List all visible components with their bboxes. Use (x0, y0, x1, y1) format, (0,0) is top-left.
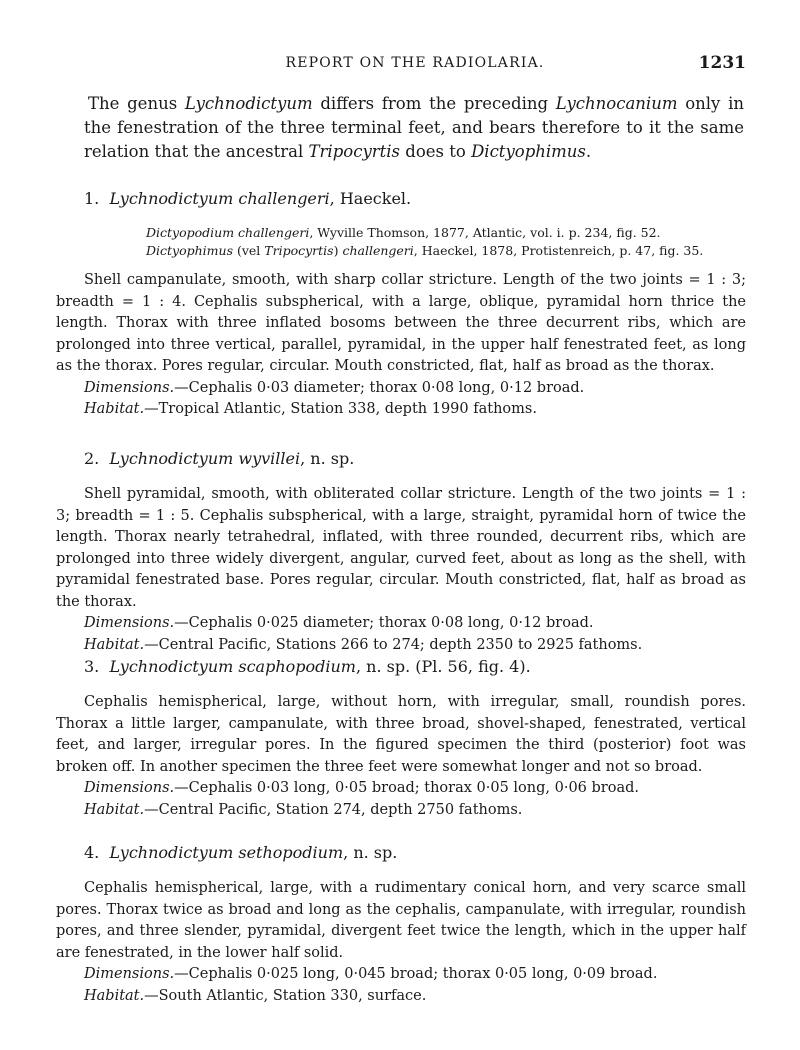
synonym-name: Dictyopodium challengeri (146, 225, 310, 240)
description-text: Shell pyramidal, smooth, with obliterated collar stricture. Length of the two joints = 1 : 3; breadth = 1 : 5. Cephalis subspherical, with a large, straight, pyramidal horn of twice the length. Thorax nearly tetrahedral, inflated, with three rounded, decurrent ribs, which are prolonged into three widely divergent, angular, curved feet, about as long as the shell, with pyramidal fenestrated base. Pores regular, circular. Mouth constricted, flat, half as broad as the thorax. (56, 486, 746, 610)
species-name: Lychnodictyum wyvillei (109, 449, 301, 468)
dimensions-label: Dimensions. (84, 780, 175, 796)
habitat-label: Habitat. (84, 987, 145, 1004)
intro-text: differs from the preceding (312, 94, 556, 113)
habitat-line (56, 800, 746, 822)
running-title: REPORT ON THE RADIOLARIA. (285, 55, 545, 71)
habitat-line (56, 635, 746, 657)
dimensions-value: —Cephalis 0·025 long, 0·045 broad; thorax 0·05 long, 0·09 broad. (174, 966, 658, 982)
dimensions-line (56, 964, 746, 986)
habitat-line (56, 986, 746, 1008)
habitat-line (56, 399, 746, 421)
synonym-name: Dictyophimus (146, 243, 233, 258)
description-text: Cephalis hemispherical, large, without horn, with irregular, small, roundish pores. Thorax a little larger, campanulate, with three broad, shovel-shaped, fenestrated, vertical feet, and larger, irregular pores. In the figured specimen the third (posterior) foot was broken off. In another specimen the three feet were somewhat longer and not so broad. (56, 694, 746, 775)
species-heading (84, 656, 744, 678)
intro-text: does to (400, 142, 472, 161)
dimensions-value: —Cephalis 0·03 diameter; thorax 0·08 long, 0·12 broad. (174, 379, 585, 396)
genus-name: Tripocyrtis (308, 142, 401, 161)
intro-paragraph (84, 92, 744, 164)
species-authority: , n. sp. (300, 449, 355, 468)
species-number: 4. (84, 843, 100, 862)
species-number: 1. (84, 189, 100, 208)
description-text: Cephalis hemispherical, large, with a rudimentary conical horn, and very scarce small pores. Thorax twice as broad and long as the cephalis, campanulate, with irregular, roundish pores, and three slender, pyramidal, divergent feet twice the length, which in the upper half are fenestrated, in the lower half solid. (56, 880, 746, 961)
species-heading (84, 842, 744, 864)
intro-text: . (585, 142, 592, 161)
genus-name: Dictyophimus (471, 142, 586, 161)
habitat-value: —Central Pacific, Stations 266 to 274; depth 2350 to 2925 fathoms. (144, 636, 643, 653)
species-description (56, 692, 746, 821)
dimensions-label: Dimensions. (84, 379, 175, 396)
species-name: Lychnodictyum challengeri (109, 189, 330, 208)
habitat-label: Habitat. (84, 636, 145, 653)
synonym-reference: , Wyville Thomson, 1877, Atlantic, vol. i. p. 234, fig. 52. (309, 225, 661, 240)
genus-name: Lychnocanium (555, 94, 678, 113)
synonym-name: challengeri (342, 243, 414, 258)
page-number: 1231 (698, 53, 746, 73)
habitat-value: —Tropical Atlantic, Station 338, depth 1990 fathoms. (144, 401, 537, 417)
species-name: Lychnodictyum sethopodium (109, 843, 344, 862)
species-heading (84, 188, 744, 210)
habitat-value: —Central Pacific, Station 274, depth 2750 fathoms. (144, 801, 523, 818)
synonym-entry (146, 242, 746, 260)
dimensions-label: Dimensions. (84, 966, 175, 982)
species-authority: , n. sp. (Pl. 56, fig. 4). (355, 657, 531, 676)
dimensions-line (56, 613, 746, 635)
habitat-label: Habitat. (84, 801, 145, 818)
genus-name: Lychnodictyum (184, 94, 313, 113)
species-number: 3. (84, 657, 100, 676)
synonym-text: (vel (233, 243, 265, 258)
species-heading (84, 448, 744, 470)
description-text: Shell campanulate, smooth, with sharp collar stricture. Length of the two joints = 1 : 3; breadth = 1 : 4. Cephalis subspherical, with a large, oblique, pyramidal horn thrice the length. Thorax with three inflated bosoms between the three decurrent ribs, which are prolonged into three vertical, parallel, pyramidal, in the upper half fenestrated feet, as long as the thorax. Pores regular, circular. Mouth constricted, flat, half as broad as the thorax. (56, 272, 746, 374)
dimensions-line (56, 378, 746, 400)
species-description (56, 270, 746, 421)
species-description (56, 484, 746, 656)
habitat-value: —South Atlantic, Station 330, surface. (144, 987, 427, 1004)
species-number: 2. (84, 449, 100, 468)
species-authority: , n. sp. (343, 843, 398, 862)
running-head (84, 53, 746, 73)
intro-text: The genus (88, 94, 185, 113)
dimensions-label: Dimensions. (84, 615, 175, 631)
dimensions-value: —Cephalis 0·03 long, 0·05 broad; thorax 0·05 long, 0·06 broad. (174, 780, 639, 796)
species-authority: , Haeckel. (329, 189, 412, 208)
synonym-reference: , Haeckel, 1878, Protistenreich, p. 47, fig. 35. (413, 243, 704, 258)
dimensions-value: —Cephalis 0·025 diameter; thorax 0·08 long, 0·12 broad. (174, 615, 594, 631)
synonym-list (146, 224, 746, 260)
dimensions-line (56, 778, 746, 800)
synonym-entry (146, 224, 746, 242)
synonym-name: Tripocyrtis (264, 243, 334, 258)
species-description (56, 878, 746, 1007)
habitat-label: Habitat. (84, 401, 145, 417)
intro-text: only in the fenestration of the three terminal feet, and bears therefore to it the same relation that the ancestral (84, 94, 744, 161)
species-name: Lychnodictyum scaphopodium (109, 657, 356, 676)
synonym-text: ) (333, 243, 343, 258)
